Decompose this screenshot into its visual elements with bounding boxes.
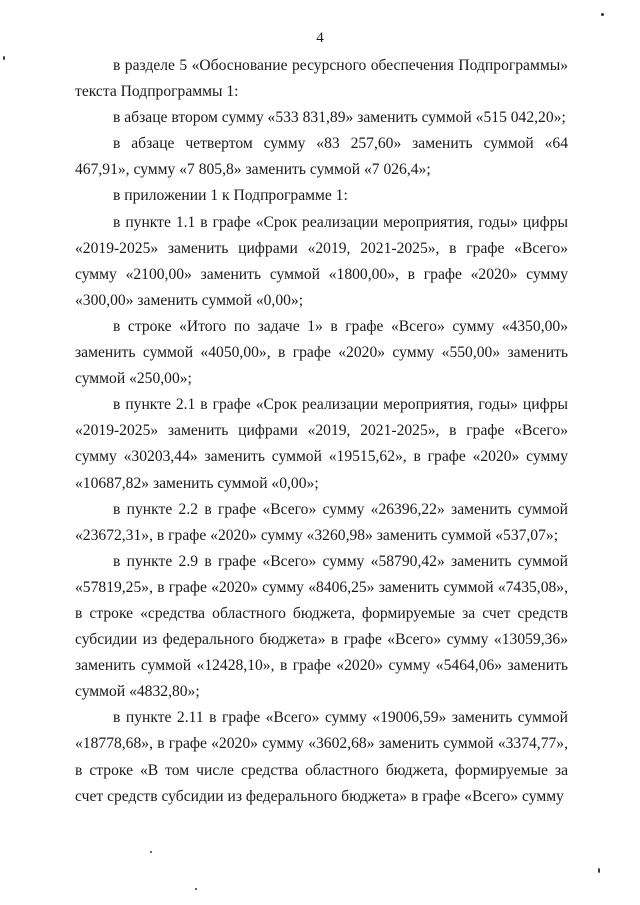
- scan-speck: [195, 888, 197, 890]
- paragraph-item-1-1: в пункте 1.1 в графе «Срок реализации мероприятия, годы» цифры «2019-2025» заменить цифрами «2019, 2021-2025», в графе «Всего» сумму «2100,00» заменить суммой «1800,00», в графе «2020» сумму «300,00» заменить суммой «0,00»;: [75, 213, 568, 309]
- paragraph-fourth-abzac: в абзаце четвертом сумму «83 257,60» заменить суммой «64 467,91», сумму «7 805,8» заменить суммой «7 026,4»;: [75, 135, 568, 179]
- paragraph-item-2-11: в пункте 2.11 в графе «Всего» сумму «19006,59» заменить суммой «18778,68», в графе «2020» сумму «3602,68» заменить суммой «3374,77», в строке «В том числе средства областного бюджета, формируемые за счет средств субсидии из федерального бюджета» в графе «Всего» сумму: [75, 709, 568, 805]
- paragraph-item-2-1: в пункте 2.1 в графе «Срок реализации мероприятия, годы» цифры «2019-2025» заменить цифрами «2019, 2021-2025», в графе «Всего» сумму «30203,44» заменить суммой «19515,62», в графе «2020» сумму «10687,82» заменить суммой «0,00»;: [75, 396, 568, 492]
- scan-speck: [150, 851, 152, 853]
- paragraph-section-5-heading: в разделе 5 «Обоснование ресурсного обеспечения Подпрограммы» текста Подпрограммы 1:: [75, 57, 568, 101]
- scan-speck: [598, 868, 600, 873]
- document-body: [75, 53, 568, 810]
- page-number: 4: [316, 30, 324, 46]
- scan-speck: [601, 13, 604, 16]
- paragraph-second-abzac: в абзаце втором сумму «533 831,89» заменить суммой «515 042,20»;: [113, 109, 566, 127]
- paragraph-item-2-9: в пункте 2.9 в графе «Всего» сумму «58790,42» заменить суммой «57819,25», в графе «2020» сумму «8406,25» заменить суммой «7435,08», в строке «средства областного бюджета, формируемые за счет средств субсидии из федерального бюджета» в графе «Всего» сумму «13059,36» заменить суммой «12428,10», в графе «2020» сумму «5464,06» заменить суммой «4832,80»;: [75, 552, 568, 701]
- paragraph-item-2-2: в пункте 2.2 в графе «Всего» сумму «26396,22» заменить суммой «23672,31», в графе «2020» сумму «3260,98» заменить суммой «537,07»;: [75, 500, 568, 544]
- paragraph-appendix-1-heading: в приложении 1 к Подпрограмме 1:: [113, 187, 348, 205]
- scan-speck: [3, 56, 5, 60]
- paragraph-total-task-1: в строке «Итого по задаче 1» в графе «Всего» сумму «4350,00» заменить суммой «4050,00», в графе «2020» сумму «550,00» заменить суммой «250,00»;: [75, 317, 568, 388]
